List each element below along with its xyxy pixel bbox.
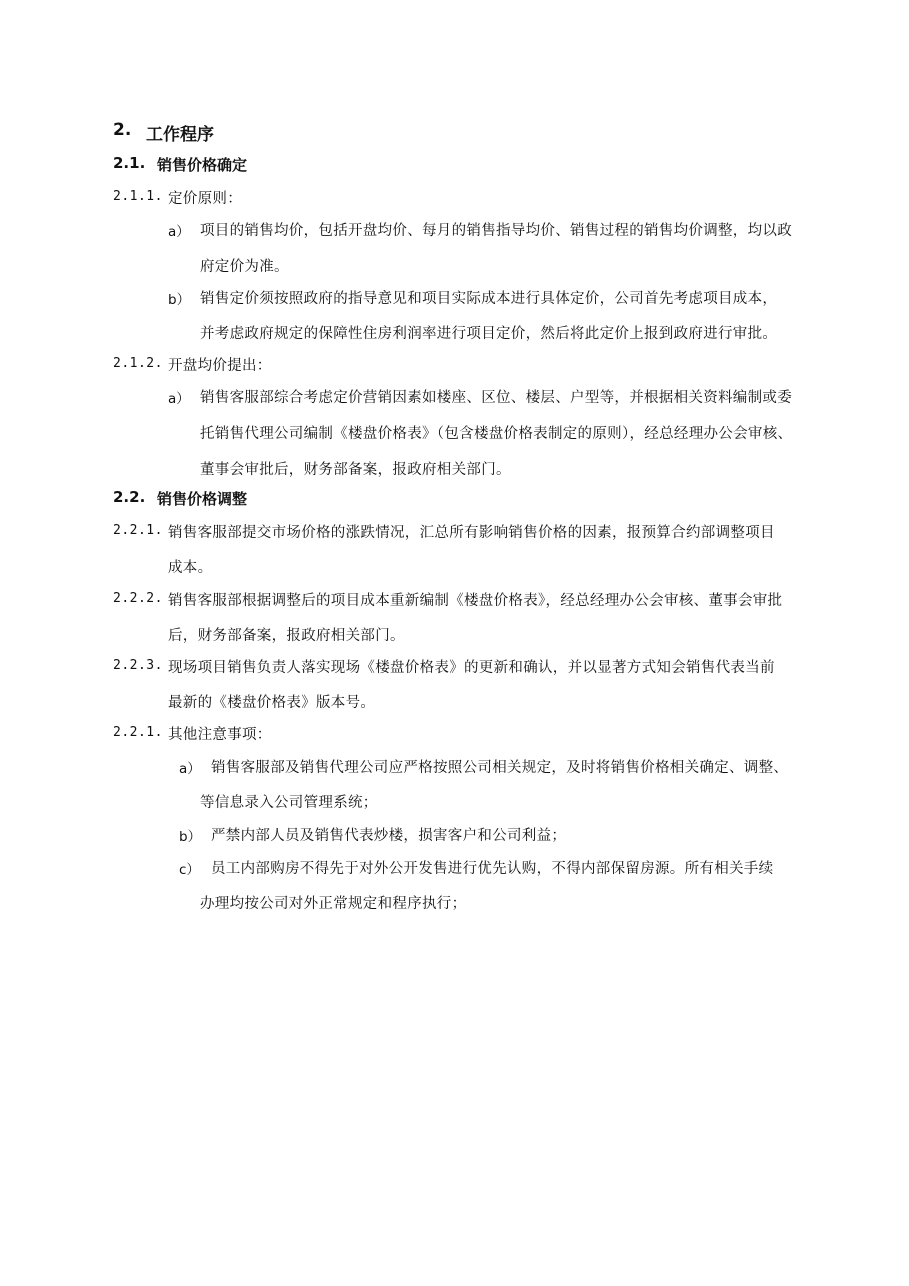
clause-title: 定价原则： [168, 191, 242, 207]
clause-number: 2.2.1. [113, 725, 163, 740]
list-item-text: 员工内部购房不得先于对外公开发售进行优先认购，不得内部保留房源。所有相关手续 [211, 861, 774, 877]
clause-number: 2.1.1. [113, 189, 163, 204]
list-item-text: 销售定价须按照政府的指导意见和项目实际成本进行具体定价，公司首先考虑项目成本， [200, 291, 778, 307]
clause-title: 其他注意事项： [168, 727, 272, 743]
list-item-text: 并考虑政府规定的保障性住房利润率进行项目定价，然后将此定价上报到政府进行审批。 [200, 326, 778, 342]
list-marker: a） [168, 391, 190, 407]
clause-text: 销售客服部提交市场价格的涨跌情况，汇总所有影响销售价格的因素，报预算合约部调整项目 [168, 525, 775, 541]
list-item-text: 项目的销售均价，包括开盘均价、每月的销售指导均价、销售过程的销售均价调整，均以政 [200, 223, 792, 239]
list-item-text: 府定价为准。 [200, 259, 289, 275]
list-marker: b） [168, 292, 191, 308]
list-item-text: 办理均按公司对外正常规定和程序执行； [200, 896, 467, 912]
clause-text: 最新的《楼盘价格表》版本号。 [168, 695, 376, 711]
clause-number: 2.2.2. [113, 591, 163, 606]
clause-text: 销售客服部根据调整后的项目成本重新编制《楼盘价格表》，经总经理办公会审核、董事会审批 [168, 593, 783, 609]
list-item-text: 销售客服部综合考虑定价营销因素如楼座、区位、楼层、户型等，并根据相关资料编制或委 [200, 390, 792, 406]
section-number: 2. [113, 120, 132, 140]
list-marker: c） [179, 862, 200, 878]
list-item-text: 严禁内部人员及销售代表炒楼，损害客户和公司利益； [211, 828, 567, 844]
subsection-number: 2.2. [113, 488, 146, 506]
clause-text: 现场项目销售负责人落实现场《楼盘价格表》的更新和确认，并以显著方式知会销售代表当前 [168, 660, 775, 676]
subsection-number: 2.1. [113, 154, 146, 172]
subsection-title: 销售价格调整 [157, 490, 248, 508]
list-item-text: 等信息录入公司管理系统； [200, 795, 378, 811]
list-marker: a） [168, 224, 190, 240]
list-item-text: 托销售代理公司编制《楼盘价格表》（包含楼盘价格表制定的原则），经总经理办公会审核、 [200, 426, 793, 442]
section-title: 工作程序 [146, 125, 214, 145]
clause-text: 后，财务部备案，报政府相关部门。 [168, 628, 405, 644]
clause-number: 2.2.1. [113, 523, 163, 538]
list-item-text: 董事会审批后，财务部备案，报政府相关部门。 [200, 462, 511, 478]
clause-title: 开盘均价提出： [168, 358, 272, 374]
list-item-text: 销售客服部及销售代理公司应严格按照公司相关规定，及时将销售价格相关确定、调整、 [211, 760, 789, 776]
list-marker: a） [179, 761, 201, 777]
clause-number: 2.2.3. [113, 658, 163, 673]
clause-number: 2.1.2. [113, 356, 163, 371]
subsection-title: 销售价格确定 [157, 156, 248, 174]
clause-text: 成本。 [168, 560, 213, 576]
list-marker: b） [179, 829, 202, 845]
